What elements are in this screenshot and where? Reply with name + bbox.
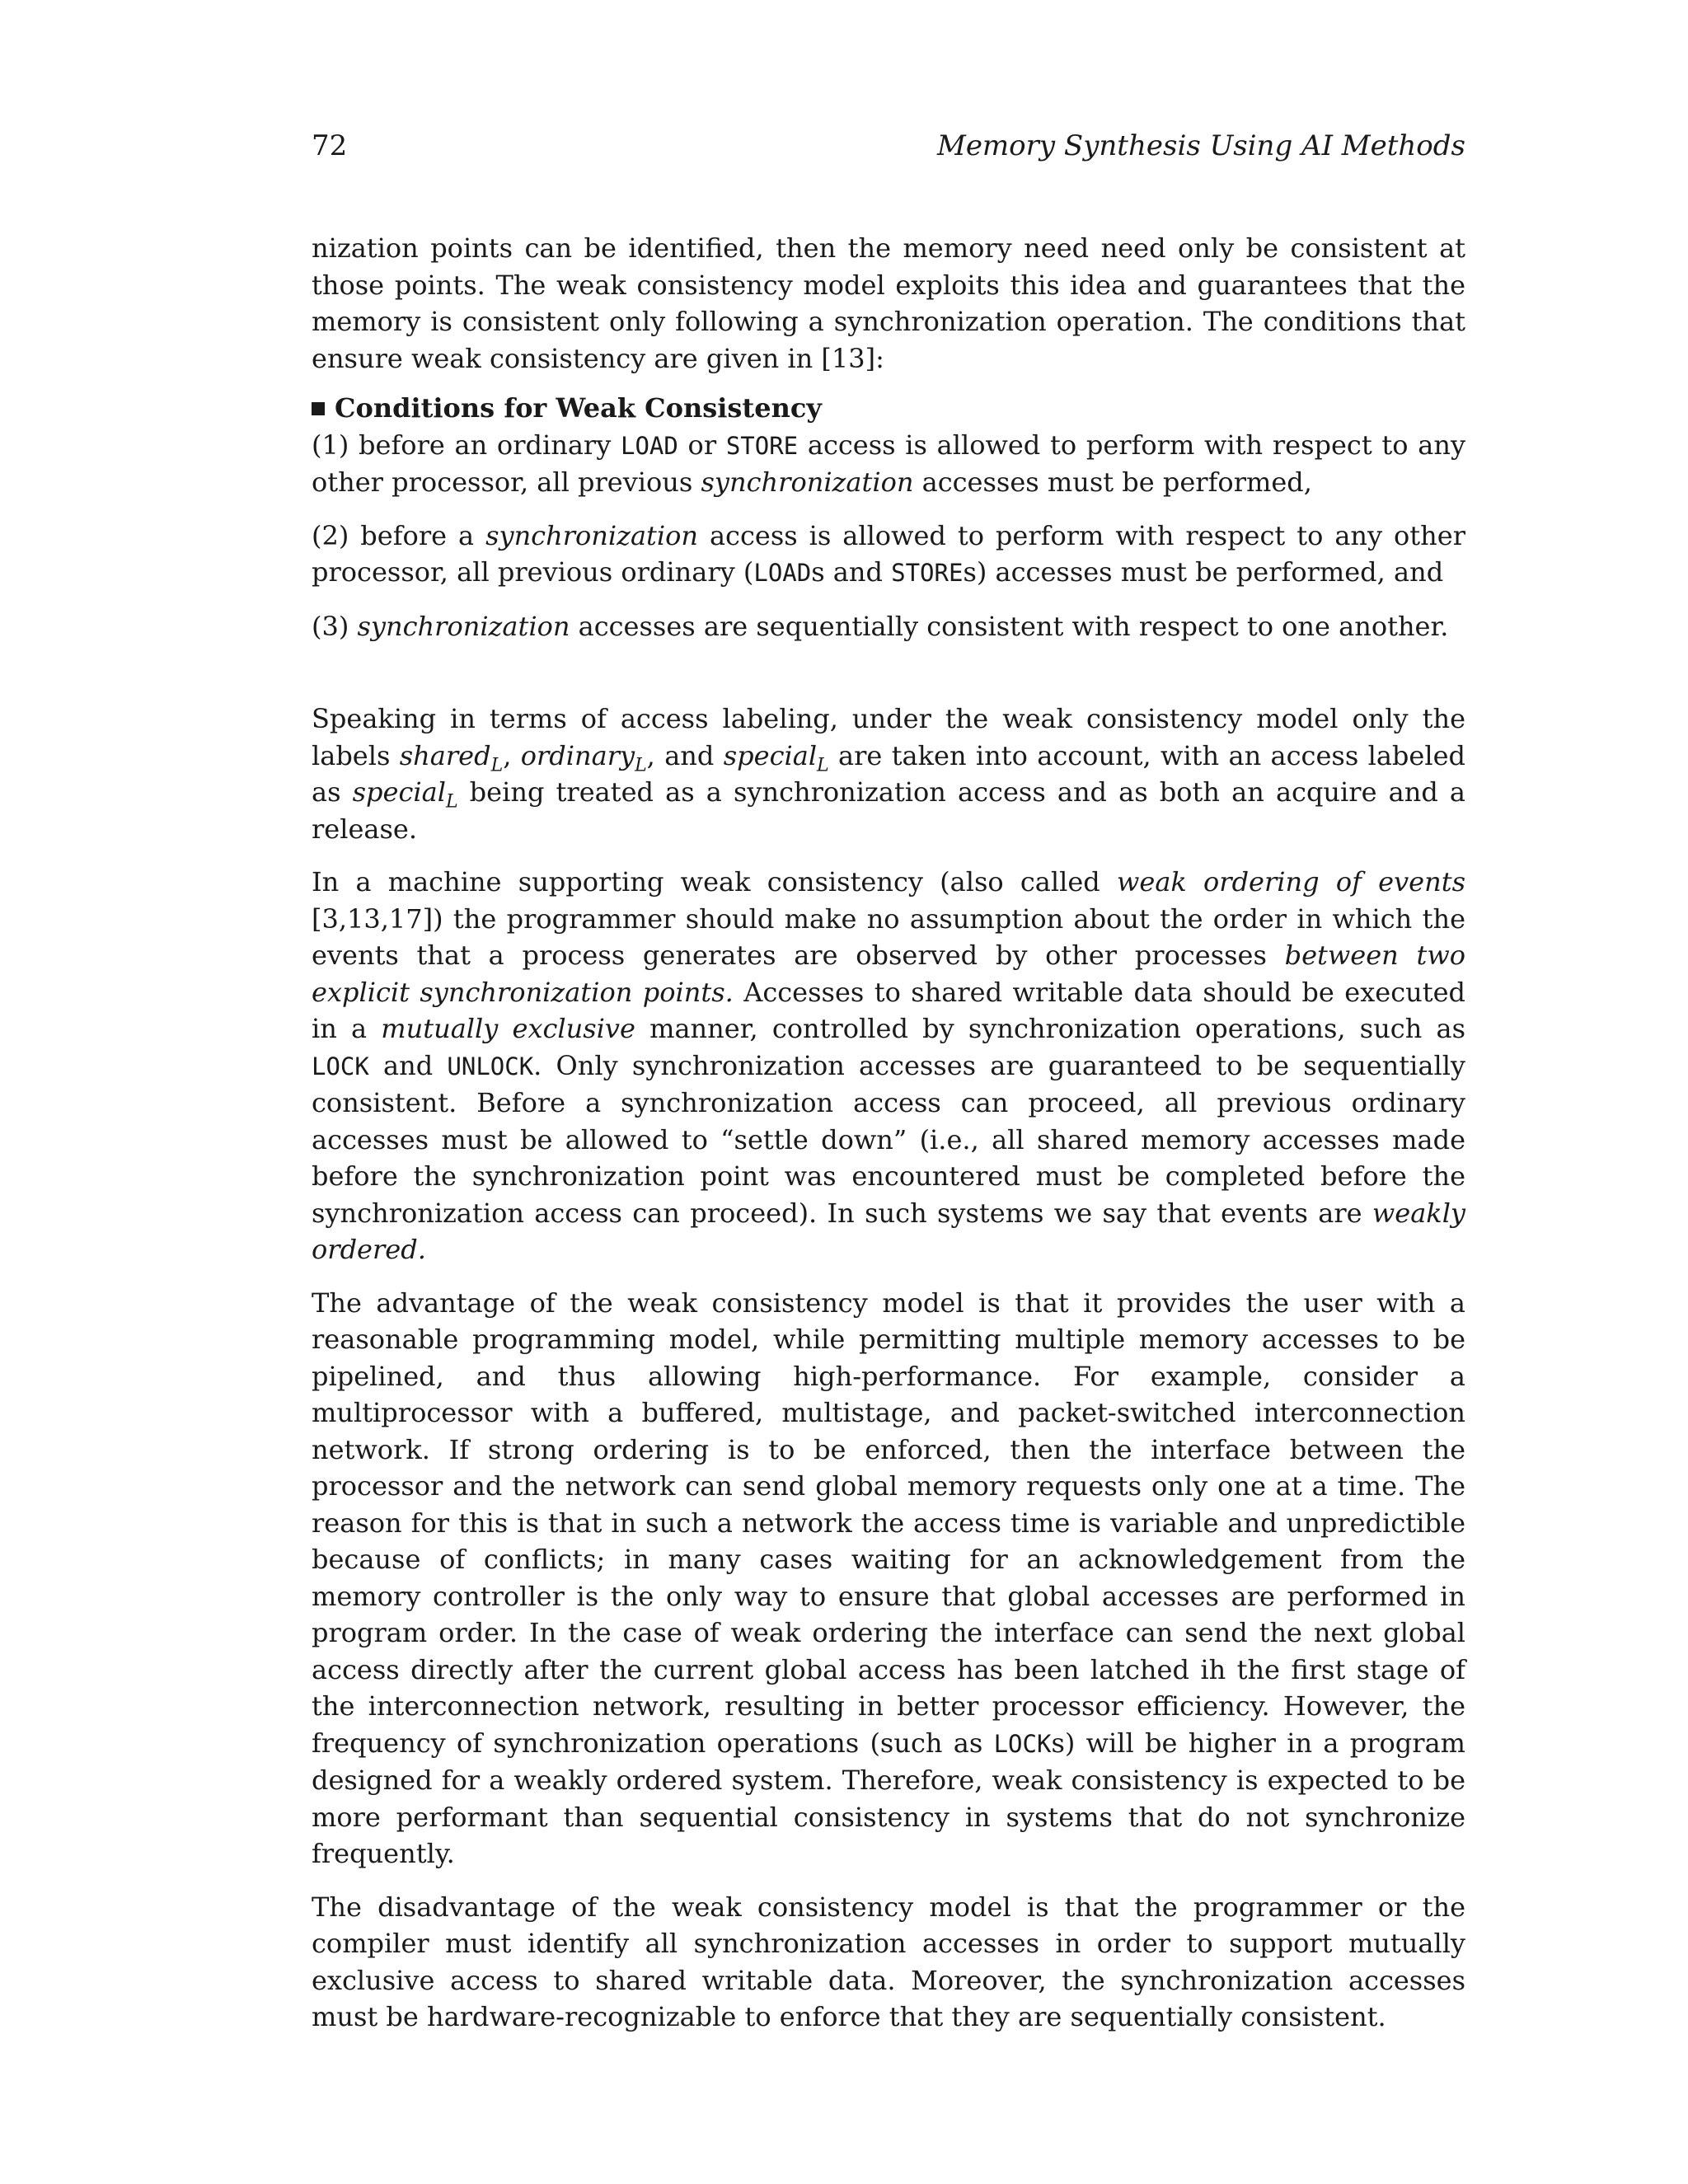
page-number: 72 [312, 129, 348, 162]
italic-span: special [723, 739, 818, 771]
black-square-bullet-icon [312, 402, 325, 415]
text-span: . Only synchronization accesses are guaranteed to be sequentially consistent. Before a synchronization access can proceed, all previous ordinary accesses must be allowed to “settle down” (i.e., all shared memory accesses made before the synchronization point was encountered must be completed before the synchronization access can proceed). In such systems we say that events are [312, 1049, 1466, 1229]
subscript-label: L [490, 754, 504, 776]
text-span: s and [811, 556, 892, 588]
text-span: s) accesses must be performed, and [963, 556, 1444, 588]
running-title: Memory Synthesis Using AI Methods [937, 129, 1465, 162]
text-span: The disadvantage of the weak consistency model is that the programmer or the compiler must identify all synchronization accesses in order to support mutually exclusive access to shared writable data. Moreover, the synchronization accesses must be hardware-recognizable to enforce that they are sequentially consistent. [312, 1891, 1465, 2032]
code-span: LOAD [753, 559, 812, 587]
subscript-label: L [635, 754, 647, 776]
running-head [312, 128, 1465, 164]
text-span: [3,13,17]) the programmer should make no assumption about the order in which the events that a process generates are observed by other processes [312, 902, 1465, 971]
italic-span: synchronization [357, 610, 570, 642]
code-span: STORE [725, 431, 799, 460]
code-span: UNLOCK [447, 1052, 534, 1080]
text-span: manner, controlled by synchronization operations, such as [635, 1013, 1466, 1044]
text-span: accesses are sequentially consistent with respect to one another. [570, 610, 1449, 642]
text-span: (1) before an ordinary [312, 429, 621, 461]
disadvantage-paragraph [312, 1889, 1465, 2036]
text-span: (3) [312, 610, 358, 642]
text-span: , [503, 739, 521, 771]
italic-span: weak ordering of events [1117, 866, 1466, 898]
intro-text: nization points can be identified, then the memory need need only be consistent at those points. The weak consistency model exploits this idea and guarantees that the memory is consistent only following a synchronization operation. The conditions that ensure weak consistency are given in [13]: [312, 232, 1465, 374]
italic-span: shared [399, 739, 491, 771]
text-span: s) will be higher in a program designed for a weakly ordered system. Therefore, weak consistency is expected to be more performant than sequential consistency in systems that do not synchronize frequently. [312, 1727, 1466, 1869]
text-span: access is allowed to perform with respect to any other processor, all previous [312, 429, 1466, 498]
italic-span: synchronization [701, 466, 914, 498]
condition-1 [312, 427, 1465, 501]
condition-3 [312, 608, 1465, 645]
italic-span: ordinary [520, 739, 635, 771]
code-span: STORE [891, 559, 964, 587]
machine-paragraph [312, 864, 1465, 1268]
advantage-paragraph [312, 1285, 1465, 1872]
conditions-list [312, 427, 1465, 645]
text-span: access is allowed to perform with respect to any other processor, all previous ordinary ( [312, 519, 1466, 588]
subscript-label: L [817, 754, 829, 776]
text-span: accesses must be performed, [913, 466, 1312, 498]
code-span: LOCK [993, 1729, 1052, 1758]
italic-span: special [352, 776, 446, 808]
text-span: Accesses to shared writable data should be executed in a [312, 976, 1466, 1044]
subscript-label: L [445, 791, 458, 813]
code-span: LOCK [312, 1052, 369, 1080]
text-span: are taken into account, with an access labeled as [312, 739, 1465, 808]
italic-span: synchronization [485, 519, 699, 551]
italic-span: weakly ordered. [312, 1197, 1465, 1265]
conditions-heading [312, 390, 1465, 427]
text-span: and [368, 1049, 448, 1081]
conditions-heading-text: Conditions for Weak Consistency [335, 392, 822, 424]
text-span: (2) before a [312, 519, 486, 551]
text-span: or [678, 429, 726, 461]
body-text [312, 230, 1465, 2036]
code-span: LOAD [621, 431, 678, 460]
intro-paragraph [312, 230, 1465, 377]
text-span: , and [646, 739, 724, 771]
labeling-paragraph [312, 701, 1465, 847]
condition-2 [312, 518, 1465, 592]
text-span: The advantage of the weak consistency model is that it provides the user with a reasonable programming model, while permitting multiple memory accesses to be pipelined, and thus allowing high-performance. For example, consider a multiprocessor with a buffered, multistage, and packet-switched interconnection network. If strong ordering is to be enforced, then the interface between the processor and the network can send global memory requests only one at a time. The reason for this is that in such a network the access time is variable and unpredictible because of conflicts; in many cases waiting for an acknowledgement from the memory controller is the only way to ensure that global accesses are performed in program order. In the case of weak ordering the interface can send the next global access directly after the current global access has been latched ih the first stage of the interconnection network, resulting in better processor efficiency. However, the frequency of synchronization operations (such as [312, 1286, 1465, 1759]
text-span: In a machine supporting weak consistency (also called [312, 866, 1117, 898]
page [312, 128, 1465, 2052]
italic-span: mutually exclusive [381, 1013, 635, 1044]
text-span: Speaking in terms of access labeling, under the weak consistency model only the labels [312, 703, 1465, 771]
text-span: being treated as a synchronization access and as both an acquire and a release. [312, 776, 1465, 845]
italic-span: between two explicit synchronization points. [312, 940, 1466, 1008]
